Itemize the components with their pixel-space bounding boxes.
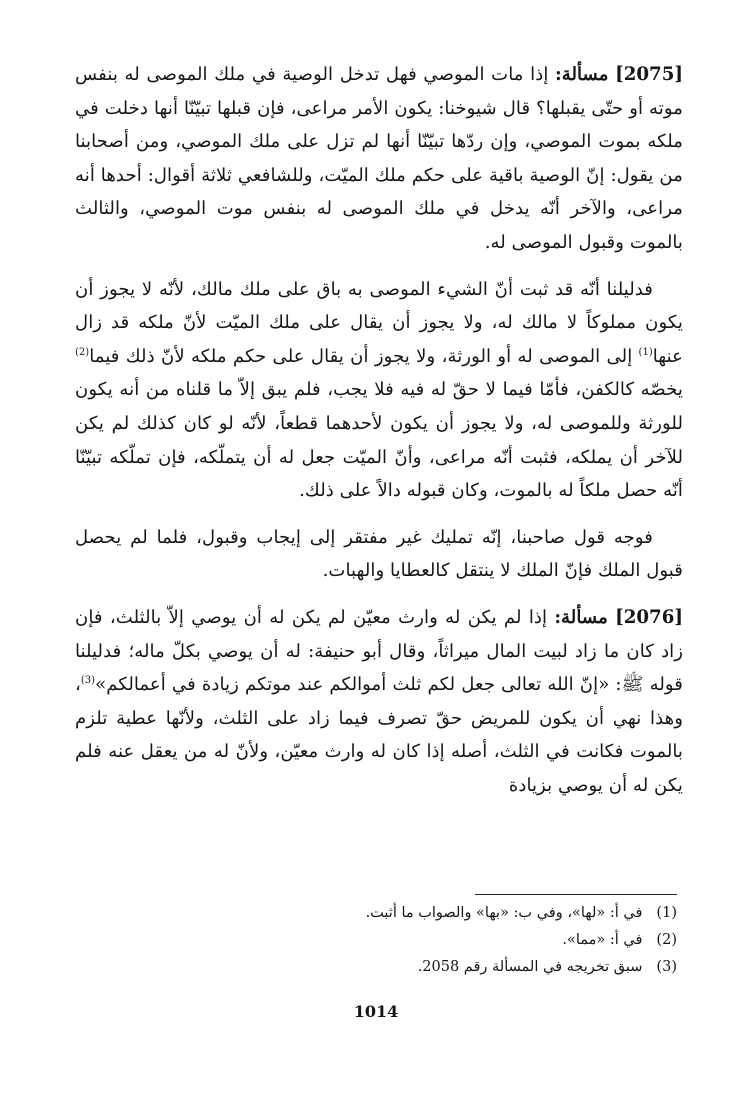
footnote-item — [69, 927, 677, 954]
footnote-ref-2: (2) — [75, 346, 90, 358]
footnote-ref-3: (3) — [80, 675, 96, 687]
footnote-text: في أ: «مما». — [562, 932, 643, 948]
footnote-text: في أ: «لها»، وفي ب: «بها» والصواب ما أثبت. — [365, 905, 643, 921]
issue-2075-text: إذا مات الموصي فهل تدخل الوصية في ملك الموصى له بنفس موته أو حتّى يقبلها؟ قال شيوخنا: يكون الأمر مراعى، فإن قبلها تبيّنّا أنها دخلت في ملكه بموت الموصي، وإن ردّها تبيّنّا أنها لم تزل على ملك الموصي، ومن أصحابنا من يقول: إنّ الوصية باقية على حكم ملك الميّت، وللشافعي ثلاثة أقوال: أحدها أنه مراعى، والآخر أنّه يدخل في ملك الموصى له بنفس موت الموصي، والثالث بالموت وقبول الموصى له. — [75, 64, 683, 253]
footnote-number: (2) — [656, 932, 677, 948]
footnote-item — [69, 954, 677, 981]
page-number: 1014 — [353, 1002, 399, 1021]
footnote-item — [69, 900, 677, 927]
issue-2075-paragraph — [75, 58, 683, 260]
evidence-text-part-3: يخصّه كالكفن، فأمّا فيما لا حقّ له فيه فلا يجب، فلم يبق إلاّ ما قلناه من أنه يكون للورثة وللموصى له، ولا يجوز أن يكون لأحدهما قطعاً، لأنّه لو كان كذلك لم يكن للآخر أن يملكه، فثبت أنّه مراعى، وأنّ الميّت جعل له أن يتملّكه، فإن تملّكه تبيّنّا أنّه حصل ملكاً له بالموت، وكان قبوله دالاً على ذلك. — [75, 379, 683, 502]
footnotes — [69, 900, 677, 981]
footnote-ref-1: (1) — [638, 346, 653, 358]
footnote-divider — [475, 894, 677, 895]
issue-2076-text-part-1: إذا لم يكن له وارث معيّن لم يكن له أن يوصي إلاّ بالثلث، فإن زاد كان ما زاد لبيت المال ميراثاً، وقال أبو حنيفة: له أن يوصي بكلّ ماله؛ فدليلنا قوله ﷺ: «إنّ الله تعالى جعل لكم ثلث أموالكم عند موتكم زيادة في أعمالكم» — [75, 606, 683, 696]
companion-view-text: فوجه قول صاحبنا، إنّه تمليك غير مفتقر إلى إيجاب وقبول، فلما لم يحصل قبول الملك فإنّ الملك لا ينتقل كالعطايا والهبات. — [75, 526, 683, 582]
issue-label: مسألة: — [554, 606, 608, 628]
footnote-number: (1) — [656, 905, 677, 921]
issue-label: مسألة: — [555, 64, 609, 85]
companion-view-paragraph — [75, 521, 683, 588]
evidence-paragraph — [75, 273, 683, 508]
evidence-text-part-2: إلى الموصى له أو الورثة، ولا يجوز أن يقال على حكم ملكه لأنّ ذلك فيما — [89, 345, 639, 367]
issue-number-2076: [2076] — [615, 606, 683, 628]
footnote-text: سبق تخريجه في المسألة رقم 2058. — [417, 959, 643, 975]
issue-2076-text-part-2: ، وهذا نهي أن يكون للمريض حقّ تصرف فيما زاد على الثلث، ولأنّها عطية تلزم بالموت فكانت في الثلث، أصله إذا كان له وارث معيّن، ولأنّ له من يعقل عنه فلم يكن له أن يوصي بزيادة — [75, 674, 683, 796]
evidence-text-part-1: فدليلنا أنّه قد ثبت أنّ الشيء الموصى به باق على ملك مالك، لأنّه لا يجوز أن يكون مملوكاً لا مالك له، ولا يجوز أن يقال على ملك الميّت لأنّ ملكه قد زال عنها — [75, 278, 683, 367]
issue-2076-paragraph — [75, 601, 683, 803]
footnote-number: (3) — [656, 959, 677, 975]
issue-number-2075: [2075] — [615, 64, 683, 85]
